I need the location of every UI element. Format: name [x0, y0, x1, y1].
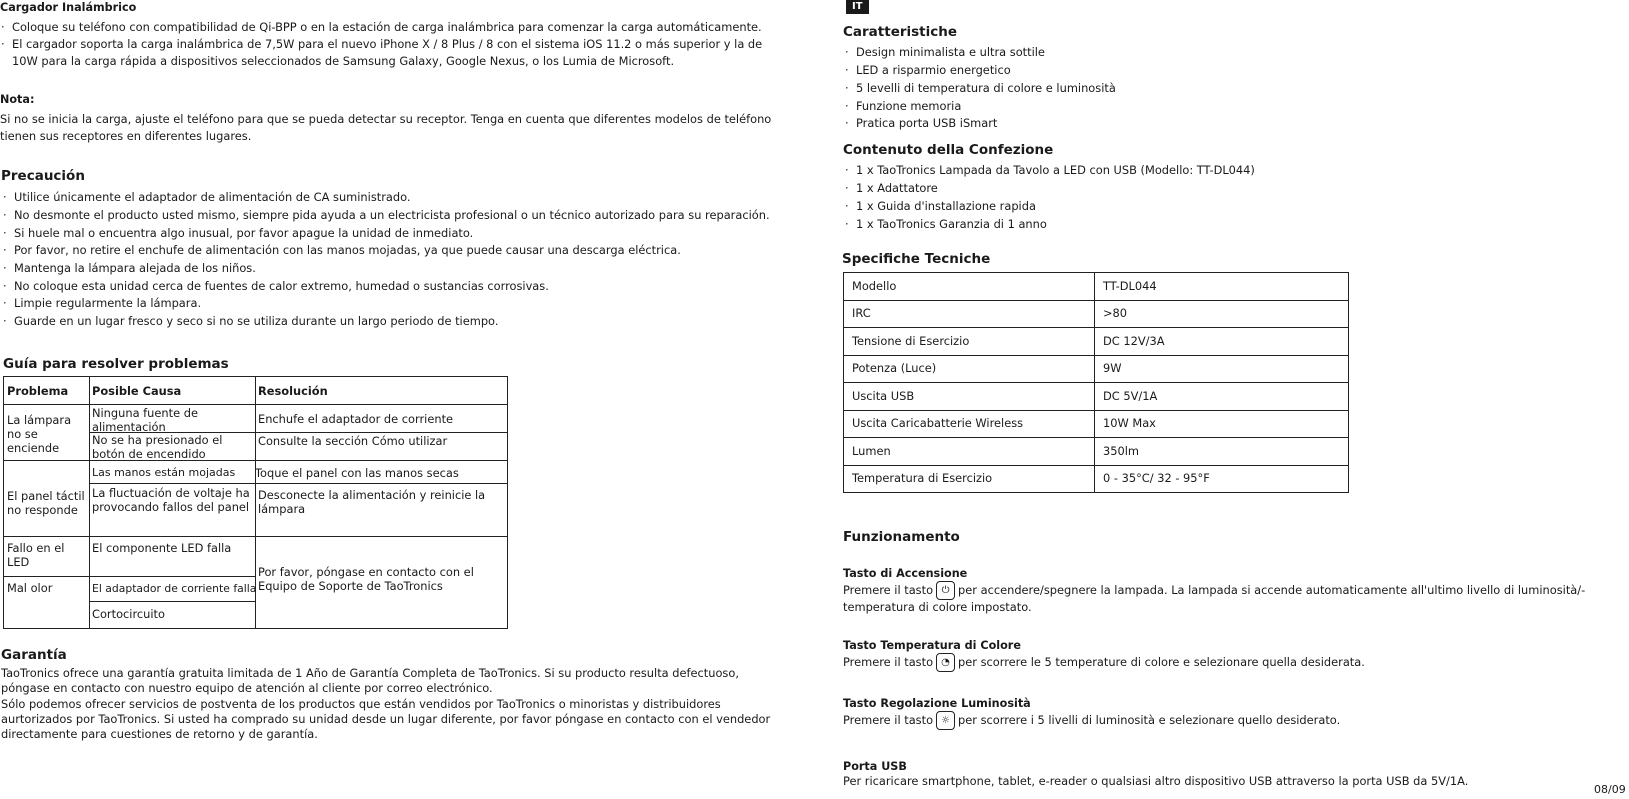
spec-value: DC 12V/3A: [1095, 328, 1349, 356]
table-header-cause: Posible Causa: [92, 384, 182, 398]
table-row: [844, 300, 1349, 328]
list-item: · 1 x Adattatore: [843, 180, 1603, 198]
power-key-section: [843, 566, 1623, 616]
usb-port-text: Per ricaricare smartphone, tablet, e-reader o qualsiasi altro dispositivo USB attraverso la porta USB da 5V/1A.: [843, 774, 1469, 789]
spec-label: Lumen: [844, 438, 1095, 466]
spec-value: 10W Max: [1095, 410, 1349, 438]
spec-value: 350lm: [1095, 438, 1349, 466]
spec-label: Modello: [844, 273, 1095, 301]
warranty-title: Garantía: [1, 647, 67, 663]
brightness-icon: ☼: [936, 711, 955, 730]
table-cell-resolution: Enchufe el adaptador de corriente: [258, 412, 454, 426]
spec-label: Potenza (Luce): [844, 355, 1095, 383]
table-row: [844, 273, 1349, 301]
table-cell-resolution: Por favor, póngase en contacto con el Equipo de Soporte de TaoTronics: [258, 565, 474, 594]
table-cell-cause: No se ha presionado el botón de encendido: [92, 433, 223, 462]
list-item: · Si huele mal o encuentra algo inusual, por favor apague la unidad de inmediato.: [1, 225, 791, 243]
color-temp-key-title: Tasto Temperatura di Colore: [843, 639, 1021, 652]
spec-value: >80: [1095, 300, 1349, 328]
brightness-text-post: per scorrere i 5 livelli di luminosità e selezionare quello desiderato.: [958, 713, 1341, 728]
section-title-charger: Cargador Inalámbrico: [0, 1, 137, 14]
table-cell-cause: El adaptador de corriente falla: [92, 582, 257, 595]
table-cell-problem: La lámpara no se enciende: [7, 413, 72, 456]
list-item: · Mantenga la lámpara alejada de los niños.: [1, 260, 791, 278]
troubleshoot-title: Guía para resolver problemas: [3, 356, 229, 372]
table-cell-cause: La fluctuación de voltaje ha provocando fallos del panel: [92, 486, 250, 515]
spec-label: Uscita Caricabatterie Wireless: [844, 410, 1095, 438]
list-item: · 1 x Guida d'installazione rapida: [843, 198, 1603, 216]
table-cell-problem: El panel táctil no responde: [7, 489, 85, 518]
specs-table: [843, 272, 1349, 493]
table-header-problem: Problema: [7, 384, 69, 398]
operation-title: Funzionamento: [843, 529, 960, 545]
brightness-key-section: [843, 696, 1623, 730]
list-item: · Por favor, no retire el enchufe de alimentación con las manos mojadas, ya que puede causar una descarga eléctrica.: [1, 242, 791, 260]
usb-port-title: Porta USB: [843, 760, 907, 773]
color-temp-text-pre: Premere il tasto: [843, 655, 934, 670]
precaution-title: Precaución: [1, 168, 85, 184]
table-cell-problem: Mal olor: [7, 581, 53, 595]
power-key-title: Tasto di Accensione: [843, 567, 968, 580]
specs-title: Specifiche Tecniche: [842, 251, 991, 267]
power-key-text-pre: Premere il tasto: [843, 583, 934, 598]
spec-value: DC 5V/1A: [1095, 383, 1349, 411]
power-key-text-line2: temperatura di colore impostato.: [843, 600, 1032, 615]
warranty-section: [1, 646, 791, 742]
list-item: · Utilice únicamente el adaptador de alimentación de CA suministrado.: [1, 189, 791, 207]
table-row: [844, 410, 1349, 438]
table-cell-resolution: Desconecte la alimentación y reinicie la lámpara: [258, 488, 486, 517]
contents-title: Contenuto della Confezione: [843, 142, 1054, 158]
charger-line-1: · Coloque su teléfono con compatibilidad de Qi-BPP o en la estación de carga inalámbrica para comenzar la carga automáticamente.: [0, 19, 790, 36]
table-row: [844, 383, 1349, 411]
color-temp-key-section: [843, 638, 1623, 672]
table-cell-cause: Cortocircuito: [92, 607, 165, 621]
list-item: · 1 x TaoTronics Lampada da Tavolo a LED con USB (Modello: TT-DL044): [843, 162, 1603, 180]
power-icon: ⏻: [936, 581, 955, 600]
brightness-text-pre: Premere il tasto: [843, 713, 934, 728]
list-item: · LED a risparmio energetico: [843, 62, 1603, 80]
spec-label: Temperatura di Esercizio: [844, 465, 1095, 493]
troubleshoot-table: [3, 376, 508, 629]
table-row: [844, 438, 1349, 466]
features-section: [843, 22, 1603, 133]
list-item: · No coloque esta unidad cerca de fuentes de calor extremo, humedad o sustancias corrosivas.: [1, 278, 791, 296]
color-temp-icon: ◔: [936, 653, 955, 672]
list-item: · Guarde en un lugar fresco y seco si no se utiliza durante un largo periodo de tiempo.: [1, 313, 791, 331]
features-title: Caratteristiche: [843, 24, 958, 40]
table-row: [844, 328, 1349, 356]
table-row: [844, 465, 1349, 493]
warranty-paragraph-1: TaoTronics ofrece una garantía gratuita limitada de 1 Año de Garantía Completa de TaoTronics. Si su producto resulta defectuoso, póngase en contacto con nuestro equipo de atención al cliente por correo electrónico.: [1, 666, 739, 696]
spec-label: IRC: [844, 300, 1095, 328]
table-row: [844, 355, 1349, 383]
table-cell-problem: Fallo en el LED: [7, 541, 65, 570]
table-header-resolution: Resolución: [258, 384, 328, 398]
brightness-key-title: Tasto Regolazione Luminosità: [843, 697, 1031, 710]
features-list: [843, 44, 1603, 133]
list-item: · Design minimalista e ultra sottile: [843, 44, 1603, 62]
usb-port-section: [843, 759, 1623, 790]
color-temp-text-post: per scorrere le 5 temperature di colore e selezionare quella desiderata.: [958, 655, 1365, 670]
warranty-paragraph-2: Sólo podemos ofrecer servicios de postventa de los productos que están vendidos por TaoTronics o minoristas y distribuidores aurtorizados por TaoTronics. Si usted ha comprado su unidad desde un lugar diferente, por favor póngase en contacto con el vendedor directamente para cuestiones de retorno y de garantía.: [1, 696, 771, 742]
note-title: Nota:: [0, 93, 35, 106]
precaution-list: [1, 189, 791, 331]
spec-value: 9W: [1095, 355, 1349, 383]
table-cell-cause: El componente LED falla: [92, 541, 232, 555]
note-section: [0, 92, 790, 145]
list-item: · Limpie regularmente la lámpara.: [1, 295, 791, 313]
power-key-text-post: per accendere/spegnere la lampada. La lampada si accende automaticamente all'ultimo livello di luminosità/-: [958, 583, 1586, 598]
table-cell-cause: Las manos están mojadas: [92, 466, 236, 479]
spec-value: 0 - 35°C/ 32 - 95°F: [1095, 465, 1349, 493]
wireless-charger-section: [0, 0, 790, 70]
precaution-section: [1, 166, 791, 331]
spec-label: Uscita USB: [844, 383, 1095, 411]
note-text: Si no se inicia la carga, ajuste el teléfono para que se pueda detectar su receptor. Tenga en cuenta que diferentes modelos de teléfono tienen sus receptores en diferentes lugares.: [0, 111, 772, 143]
spec-value: TT-DL044: [1095, 273, 1349, 301]
table-cell-resolution: Consulte la sección Cómo utilizar: [258, 434, 448, 448]
list-item: · 5 levelli di temperatura di colore e luminosità: [843, 80, 1603, 98]
list-item: · No desmonte el producto usted mismo, siempre pida ayuda a un electricista profesional o un técnico autorizado para su reparación.: [1, 207, 791, 225]
page-number: 08/09: [1594, 783, 1626, 796]
charger-line-2: · El cargador soporta la carga inalámbrica de 7,5W para el nuevo iPhone X / 8 Plus / 8 con el sistema iOS 11.2 o más superior y la de 10W para la carga rápida a dispositivos seleccionados de Samsung Galaxy, Google Nexus, o los Lumia de Microsoft.: [0, 36, 782, 70]
table-cell-resolution: Toque el panel con las manos secas: [255, 466, 459, 480]
contents-list: [843, 162, 1603, 233]
spec-label: Tensione di Esercizio: [844, 328, 1095, 356]
table-cell-cause: Ninguna fuente de alimentación: [92, 406, 198, 435]
list-item: · Funzione memoria: [843, 98, 1603, 116]
list-item: · 1 x TaoTronics Garanzia di 1 anno: [843, 216, 1603, 234]
list-item: · Pratica porta USB iSmart: [843, 115, 1603, 133]
language-badge-it: IT: [846, 0, 869, 14]
package-contents-section: [843, 140, 1603, 233]
